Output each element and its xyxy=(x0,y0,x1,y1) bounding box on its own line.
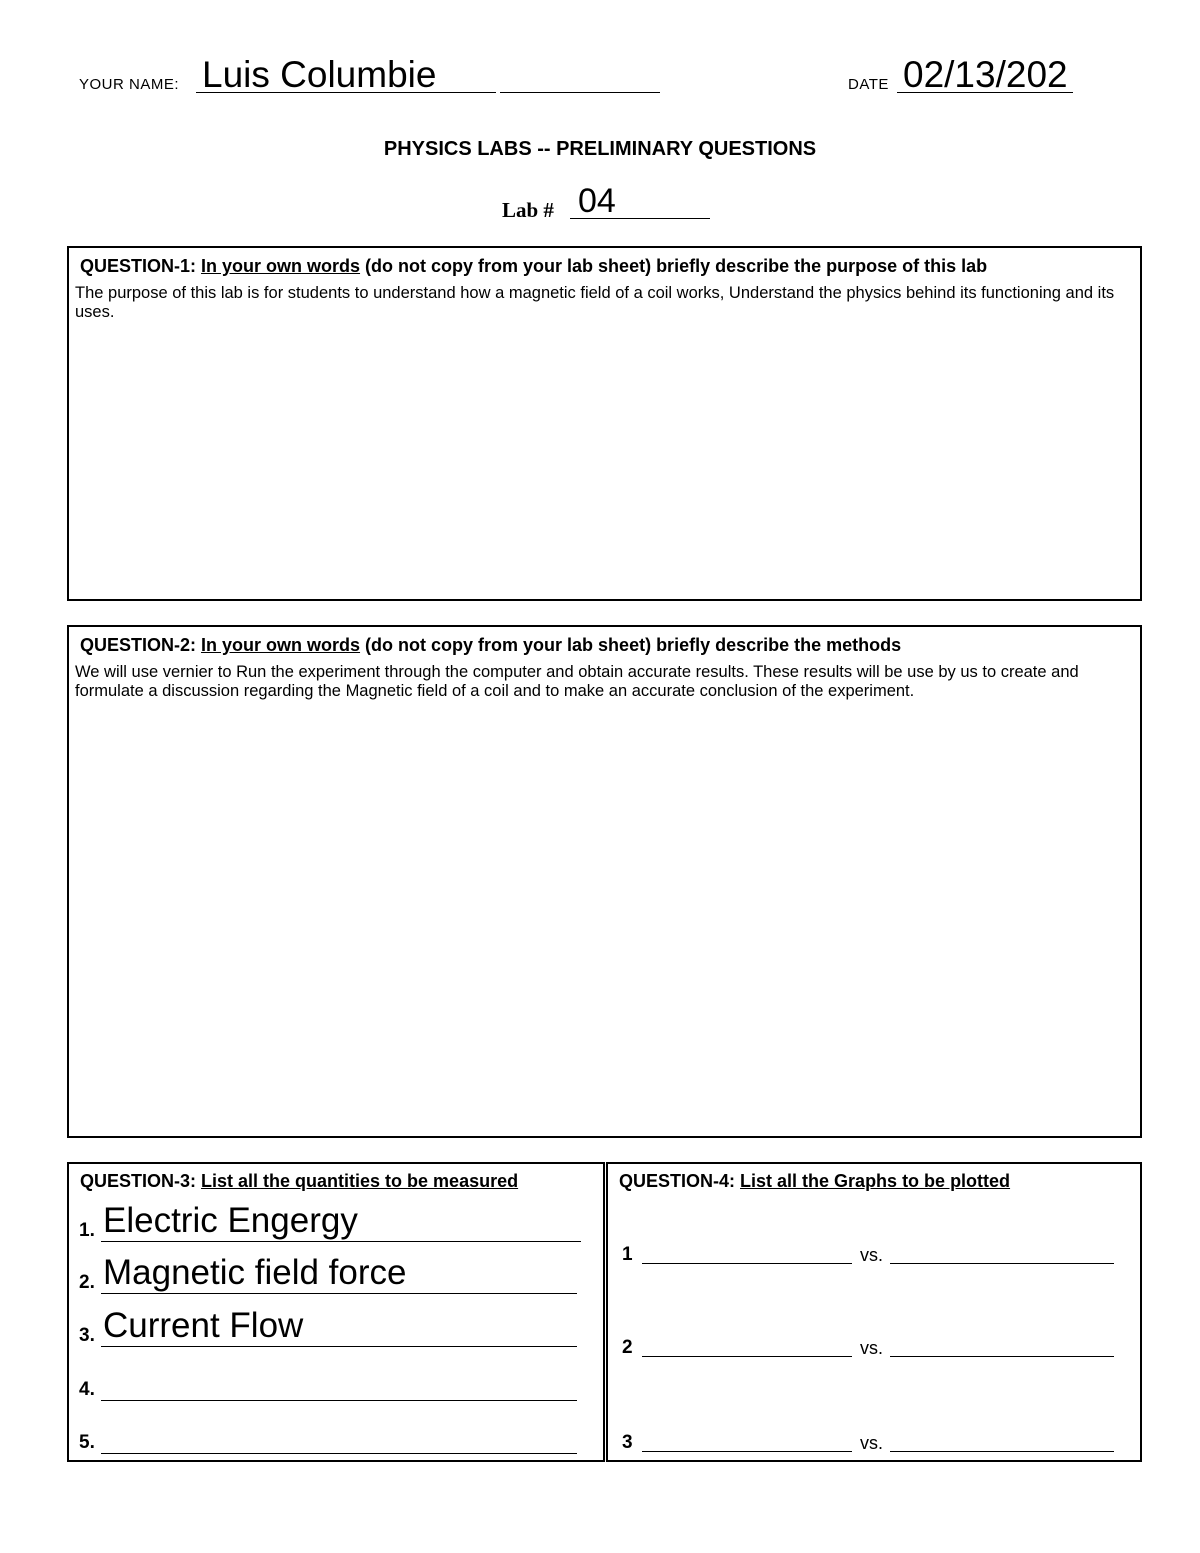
graph-number: 2 xyxy=(622,1337,633,1358)
quantity-number: 5. xyxy=(79,1432,95,1453)
quantity-line xyxy=(101,1306,577,1347)
graph-y-line[interactable] xyxy=(642,1355,852,1357)
question-3-heading xyxy=(80,1171,518,1192)
graph-number: 3 xyxy=(622,1432,633,1453)
question-2-box xyxy=(67,625,1142,1138)
question-4-heading xyxy=(619,1171,1010,1192)
question-2-heading xyxy=(80,635,901,656)
graph-row-1[interactable] xyxy=(622,1238,1122,1268)
name-underline-2 xyxy=(500,92,660,93)
question-1-heading xyxy=(80,256,987,277)
quantity-number: 1. xyxy=(79,1220,95,1241)
quantity-number: 2. xyxy=(79,1272,95,1293)
lab-number-field[interactable] xyxy=(570,184,710,220)
graph-y-line[interactable] xyxy=(642,1450,852,1452)
graph-x-line[interactable] xyxy=(890,1262,1114,1264)
graph-number: 1 xyxy=(622,1244,633,1265)
question-2-emphasis: In your own words xyxy=(201,635,361,655)
name-value: Luis Columbie xyxy=(202,54,437,95)
question-3-label: QUESTION-3: xyxy=(80,1171,197,1191)
quantity-number: 3. xyxy=(79,1325,95,1346)
graph-y-line[interactable] xyxy=(642,1262,852,1264)
quantity-line xyxy=(101,1201,581,1242)
quantity-text: Current Flow xyxy=(103,1306,304,1345)
question-4-prompt: List all the Graphs to be plotted xyxy=(740,1171,1011,1191)
page-title: PHYSICS LABS -- PRELIMINARY QUESTIONS xyxy=(383,138,817,160)
lab-number-label: Lab # xyxy=(502,198,554,222)
quantity-line xyxy=(101,1413,577,1454)
graph-row-3[interactable] xyxy=(622,1426,1122,1456)
question-4-box xyxy=(606,1162,1142,1462)
question-1-answer[interactable]: The purpose of this lab is for students to understand how a magnetic field of a coil works, Understand the physics behind its functioning and its uses. xyxy=(75,284,1115,321)
question-3-box xyxy=(67,1162,605,1462)
graph-vs: vs. xyxy=(860,1245,884,1265)
question-2-label: QUESTION-2: xyxy=(80,635,197,655)
question-1-emphasis: In your own words xyxy=(201,256,361,276)
graph-x-line[interactable] xyxy=(890,1450,1114,1452)
question-2-answer[interactable]: We will use vernier to Run the experiment through the computer and obtain accurate results. These results will be use by us to create and formulate a discussion regarding the Magnetic field of a coil and to make an accurate conclusion of the experiment. xyxy=(75,663,1079,700)
question-1-label: QUESTION-1: xyxy=(80,256,197,276)
quantity-line xyxy=(101,1360,577,1401)
question-2-prompt: (do not copy from your lab sheet) briefly describe the methods xyxy=(360,635,902,655)
quantity-number: 4. xyxy=(79,1379,95,1400)
question-1-box xyxy=(67,246,1142,601)
question-3-prompt: List all the quantities to be measured xyxy=(201,1171,519,1191)
quantity-text: Magnetic field force xyxy=(103,1253,407,1292)
name-label: YOUR NAME: xyxy=(79,76,180,93)
date-value: 02/13/202 xyxy=(903,56,1068,94)
graph-x-line[interactable] xyxy=(890,1355,1114,1357)
name-field[interactable] xyxy=(196,56,660,94)
question-4-label: QUESTION-4: xyxy=(619,1171,736,1191)
quantity-line xyxy=(101,1253,577,1294)
graph-vs: vs. xyxy=(860,1338,884,1358)
date-label: DATE xyxy=(848,76,889,93)
question-1-prompt: (do not copy from your lab sheet) briefly describe the purpose of this lab xyxy=(360,256,988,276)
date-field[interactable] xyxy=(897,56,1073,94)
lab-number-value: 04 xyxy=(578,182,616,220)
graph-vs: vs. xyxy=(860,1433,884,1453)
graph-row-2[interactable] xyxy=(622,1331,1122,1361)
quantity-text: Electric Engergy xyxy=(103,1201,358,1240)
